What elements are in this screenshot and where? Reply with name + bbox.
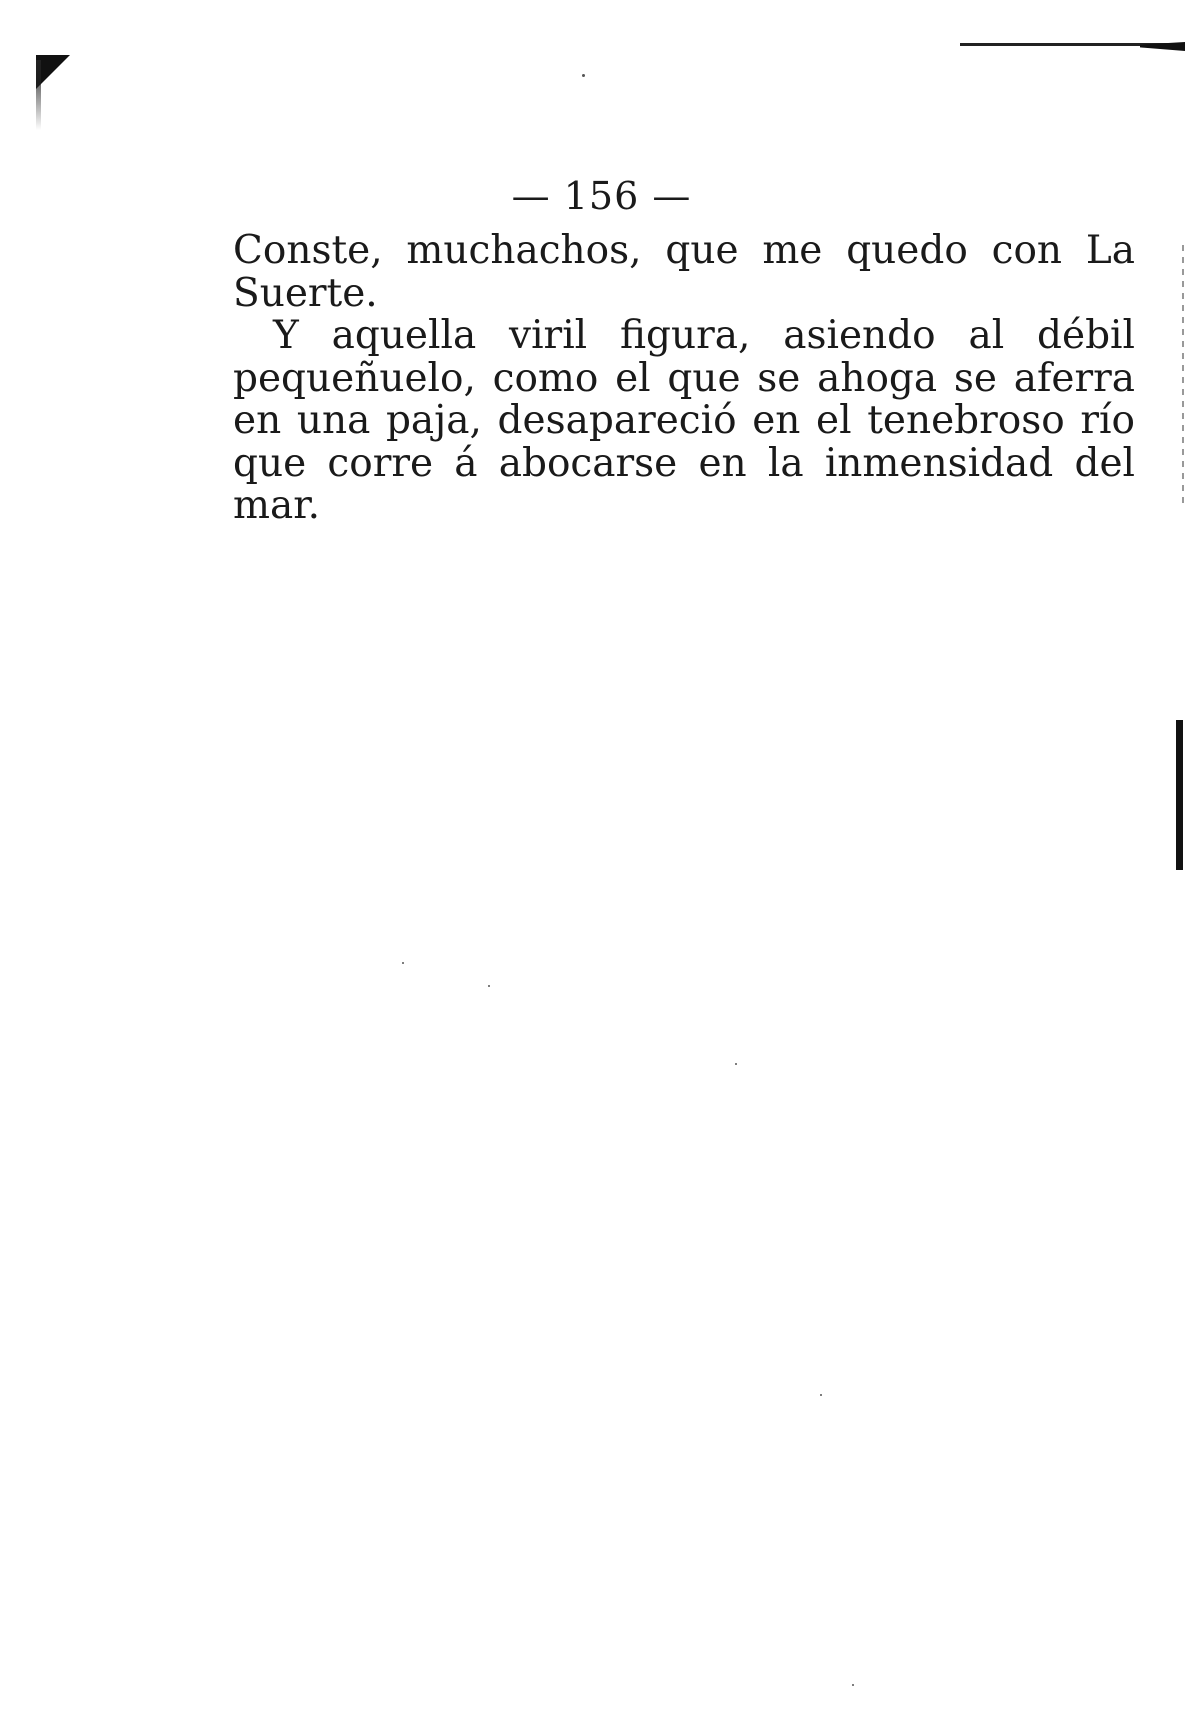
scan-speck xyxy=(735,1063,737,1065)
scan-speck xyxy=(820,1394,822,1396)
scan-edge-line xyxy=(1182,245,1184,505)
scan-speck xyxy=(488,985,490,987)
scan-edge-bar xyxy=(1176,720,1183,870)
scan-speck xyxy=(402,962,404,964)
paragraph-1: Conste, muchachos, que me quedo con La Suerte. xyxy=(233,228,1135,316)
scan-corner-mark xyxy=(36,55,70,89)
body-text xyxy=(233,230,1135,528)
scan-speck xyxy=(582,74,585,77)
page-number: — 156 — xyxy=(511,174,692,218)
scan-speck xyxy=(852,1684,854,1686)
scan-corner-stem xyxy=(36,60,41,130)
paragraph-2: Y aquella viril figura, asiendo al débil pequeñuelo, como el que se ahoga se aferra en una paja, desapareció en el tenebroso río que corre á abocarse en la inmensidad del mar. xyxy=(233,313,1135,528)
